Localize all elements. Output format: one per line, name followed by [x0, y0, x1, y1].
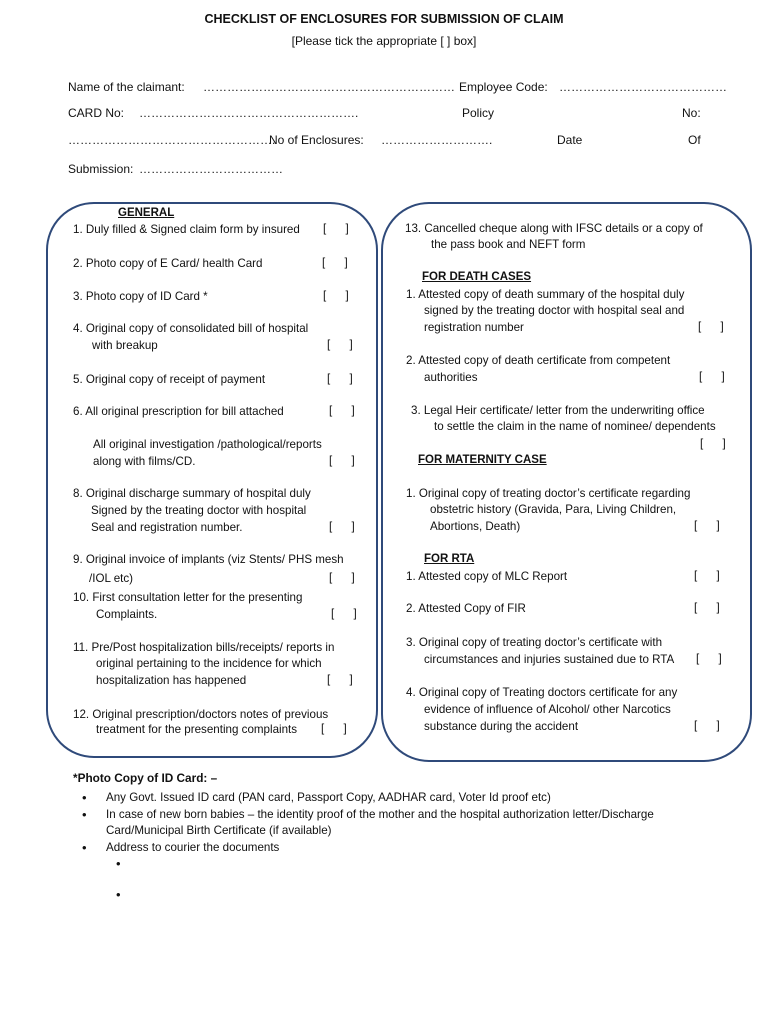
- death-item-2-checkbox[interactable]: [ ]: [699, 370, 725, 383]
- maternity-item-1: 1. Original copy of treating doctor’s certificate regarding: [406, 487, 691, 500]
- general-item-12-checkbox[interactable]: [ ]: [321, 722, 347, 735]
- general-item-2: 2. Photo copy of E Card/ health Card: [73, 257, 263, 270]
- note-bullet-2: • In case of new born babies – the identity proof of the mother and the hospital authorization letter/Discharge: [80, 807, 654, 824]
- general-item-10-cont: Complaints.: [96, 608, 158, 621]
- general-item-8-checkbox[interactable]: [ ]: [329, 520, 355, 533]
- id-card-notes-list: [80, 790, 654, 856]
- general-item-10: 10. First consultation letter for the presenting: [73, 591, 303, 604]
- general-item-7: All original investigation /pathological/reports: [93, 438, 322, 451]
- death-item-2-cont: authorities: [424, 371, 478, 384]
- rta-item-3-checkbox[interactable]: [ ]: [696, 652, 722, 665]
- page-title: CHECKLIST OF ENCLOSURES FOR SUBMISSION OF CLAIM: [204, 12, 564, 26]
- policy-label: Policy: [462, 106, 495, 120]
- employee-code-field[interactable]: ……………………………………: [559, 80, 727, 94]
- death-item-1-cont2: registration number: [424, 321, 524, 334]
- note-bullet-2-cont: [80, 823, 654, 840]
- general-item-1: 1. Duly filled & Signed claim form by insured: [73, 223, 300, 236]
- general-item-1-checkbox[interactable]: [ ]: [323, 222, 349, 235]
- rta-item-2-checkbox[interactable]: [ ]: [694, 601, 720, 614]
- maternity-item-1-cont: obstetric history (Gravida, Para, Living Children,: [430, 503, 677, 516]
- general-item-12: 12. Original prescription/doctors notes of previous: [73, 708, 329, 721]
- general-item-11-cont2: hospitalization has happened: [96, 674, 247, 687]
- rta-item-4-cont2: substance during the accident: [424, 720, 579, 733]
- rta-item-1: 1. Attested copy of MLC Report: [406, 570, 568, 583]
- maternity-item-1-cont2: Abortions, Death): [430, 520, 521, 533]
- right-item-13: 13. Cancelled cheque along with IFSC details or a copy of: [405, 222, 703, 235]
- general-item-12-cont: treatment for the presenting complaints: [96, 723, 298, 736]
- rta-heading: FOR RTA: [424, 553, 475, 565]
- death-item-1-checkbox[interactable]: [ ]: [698, 320, 724, 333]
- submission-label: Submission:: [68, 162, 134, 176]
- death-item-3-cont: to settle the claim in the name of nominee/ dependents: [434, 420, 716, 433]
- card-no-label: CARD No:: [68, 106, 125, 120]
- empty-bullet-2: •: [116, 887, 121, 902]
- general-item-6: 6. All original prescription for bill attached: [73, 405, 284, 418]
- claimant-label: Name of the claimant:: [68, 80, 185, 94]
- general-item-2-checkbox[interactable]: [ ]: [322, 256, 348, 269]
- enclosures-label: No of Enclosures:: [269, 133, 364, 147]
- general-heading: GENERAL: [118, 207, 175, 219]
- death-item-3-checkbox[interactable]: [ ]: [700, 437, 726, 450]
- empty-bullet-1: •: [116, 856, 121, 871]
- rta-item-2: 2. Attested Copy of FIR: [406, 602, 526, 615]
- card-no-field[interactable]: ……………………………………………….: [139, 106, 359, 120]
- rta-item-4-cont: evidence of influence of Alcohol/ other Narcotics: [424, 703, 671, 716]
- general-item-8: 8. Original discharge summary of hospital duly: [73, 487, 311, 500]
- policy-no-field[interactable]: …………………………………………….: [68, 133, 276, 147]
- right-item-13-cont: the pass book and NEFT form: [431, 238, 586, 251]
- note-bullet-2-cont-text: Card/Municipal Birth Certificate (if available): [106, 824, 332, 837]
- page-subtitle: [Please tick the appropriate [ ] box]: [291, 34, 477, 48]
- general-item-7-cont: along with films/CD.: [93, 455, 196, 468]
- general-item-11-cont: original pertaining to the incidence for which: [96, 657, 322, 670]
- death-item-2: 2. Attested copy of death certificate from competent: [406, 354, 671, 367]
- rta-item-3-cont: circumstances and injuries sustained due to RTA: [424, 653, 675, 666]
- maternity-heading: FOR MATERNITY CASE: [418, 454, 547, 466]
- death-cases-heading: FOR DEATH CASES: [422, 271, 532, 283]
- note-bullet-3: • Address to courier the documents: [80, 840, 654, 857]
- rta-item-4: 4. Original copy of Treating doctors certificate for any: [406, 686, 678, 699]
- general-item-3-checkbox[interactable]: [ ]: [323, 289, 349, 302]
- general-item-10-checkbox[interactable]: [ ]: [331, 607, 357, 620]
- general-item-11-checkbox[interactable]: [ ]: [327, 673, 353, 686]
- general-item-8-cont: Signed by the treating doctor with hospital: [91, 504, 307, 517]
- employee-code-label: Employee Code:: [459, 80, 548, 94]
- general-item-4-cont: with breakup: [92, 339, 158, 352]
- general-item-11: 11. Pre/Post hospitalization bills/receipts/ reports in: [73, 641, 335, 654]
- general-item-6-checkbox[interactable]: [ ]: [329, 404, 355, 417]
- general-item-9-cont: /IOL etc): [89, 572, 134, 585]
- note-bullet-1: • Any Govt. Issued ID card (PAN card, Passport Copy, AADHAR card, Voter Id proof etc): [80, 790, 654, 807]
- special-cases-box: [381, 202, 752, 762]
- general-item-9: 9. Original invoice of implants (viz Stents/ PHS mesh: [73, 553, 344, 566]
- rta-item-4-checkbox[interactable]: [ ]: [694, 719, 720, 732]
- general-item-4: 4. Original copy of consolidated bill of hospital: [73, 322, 309, 335]
- death-item-1-cont: signed by the treating doctor with hospital seal and: [424, 304, 685, 317]
- policy-no-label: No:: [682, 106, 701, 120]
- rta-item-1-checkbox[interactable]: [ ]: [694, 569, 720, 582]
- maternity-item-1-checkbox[interactable]: [ ]: [694, 519, 720, 532]
- death-item-1: 1. Attested copy of death summary of the hospital duly: [406, 288, 685, 301]
- claimant-field[interactable]: ………………………………………………………: [203, 80, 455, 94]
- rta-item-3: 3. Original copy of treating doctor’s certificate with: [406, 636, 663, 649]
- enclosures-field[interactable]: ……………………….: [381, 133, 493, 147]
- general-item-8-cont2: Seal and registration number.: [91, 521, 243, 534]
- general-item-5: 5. Original copy of receipt of payment: [73, 373, 266, 386]
- submission-field[interactable]: ………………………………: [139, 162, 283, 176]
- general-item-7-checkbox[interactable]: [ ]: [329, 454, 355, 467]
- death-item-3: 3. Legal Heir certificate/ letter from the underwriting office: [411, 404, 705, 417]
- general-item-5-checkbox[interactable]: [ ]: [327, 372, 353, 385]
- general-item-4-checkbox[interactable]: [ ]: [327, 338, 353, 351]
- of-label: Of: [688, 133, 701, 147]
- general-item-9-checkbox[interactable]: [ ]: [329, 571, 355, 584]
- date-label: Date: [557, 133, 583, 147]
- id-card-note-title: *Photo Copy of ID Card: –: [73, 771, 218, 785]
- general-item-3: 3. Photo copy of ID Card *: [73, 290, 208, 303]
